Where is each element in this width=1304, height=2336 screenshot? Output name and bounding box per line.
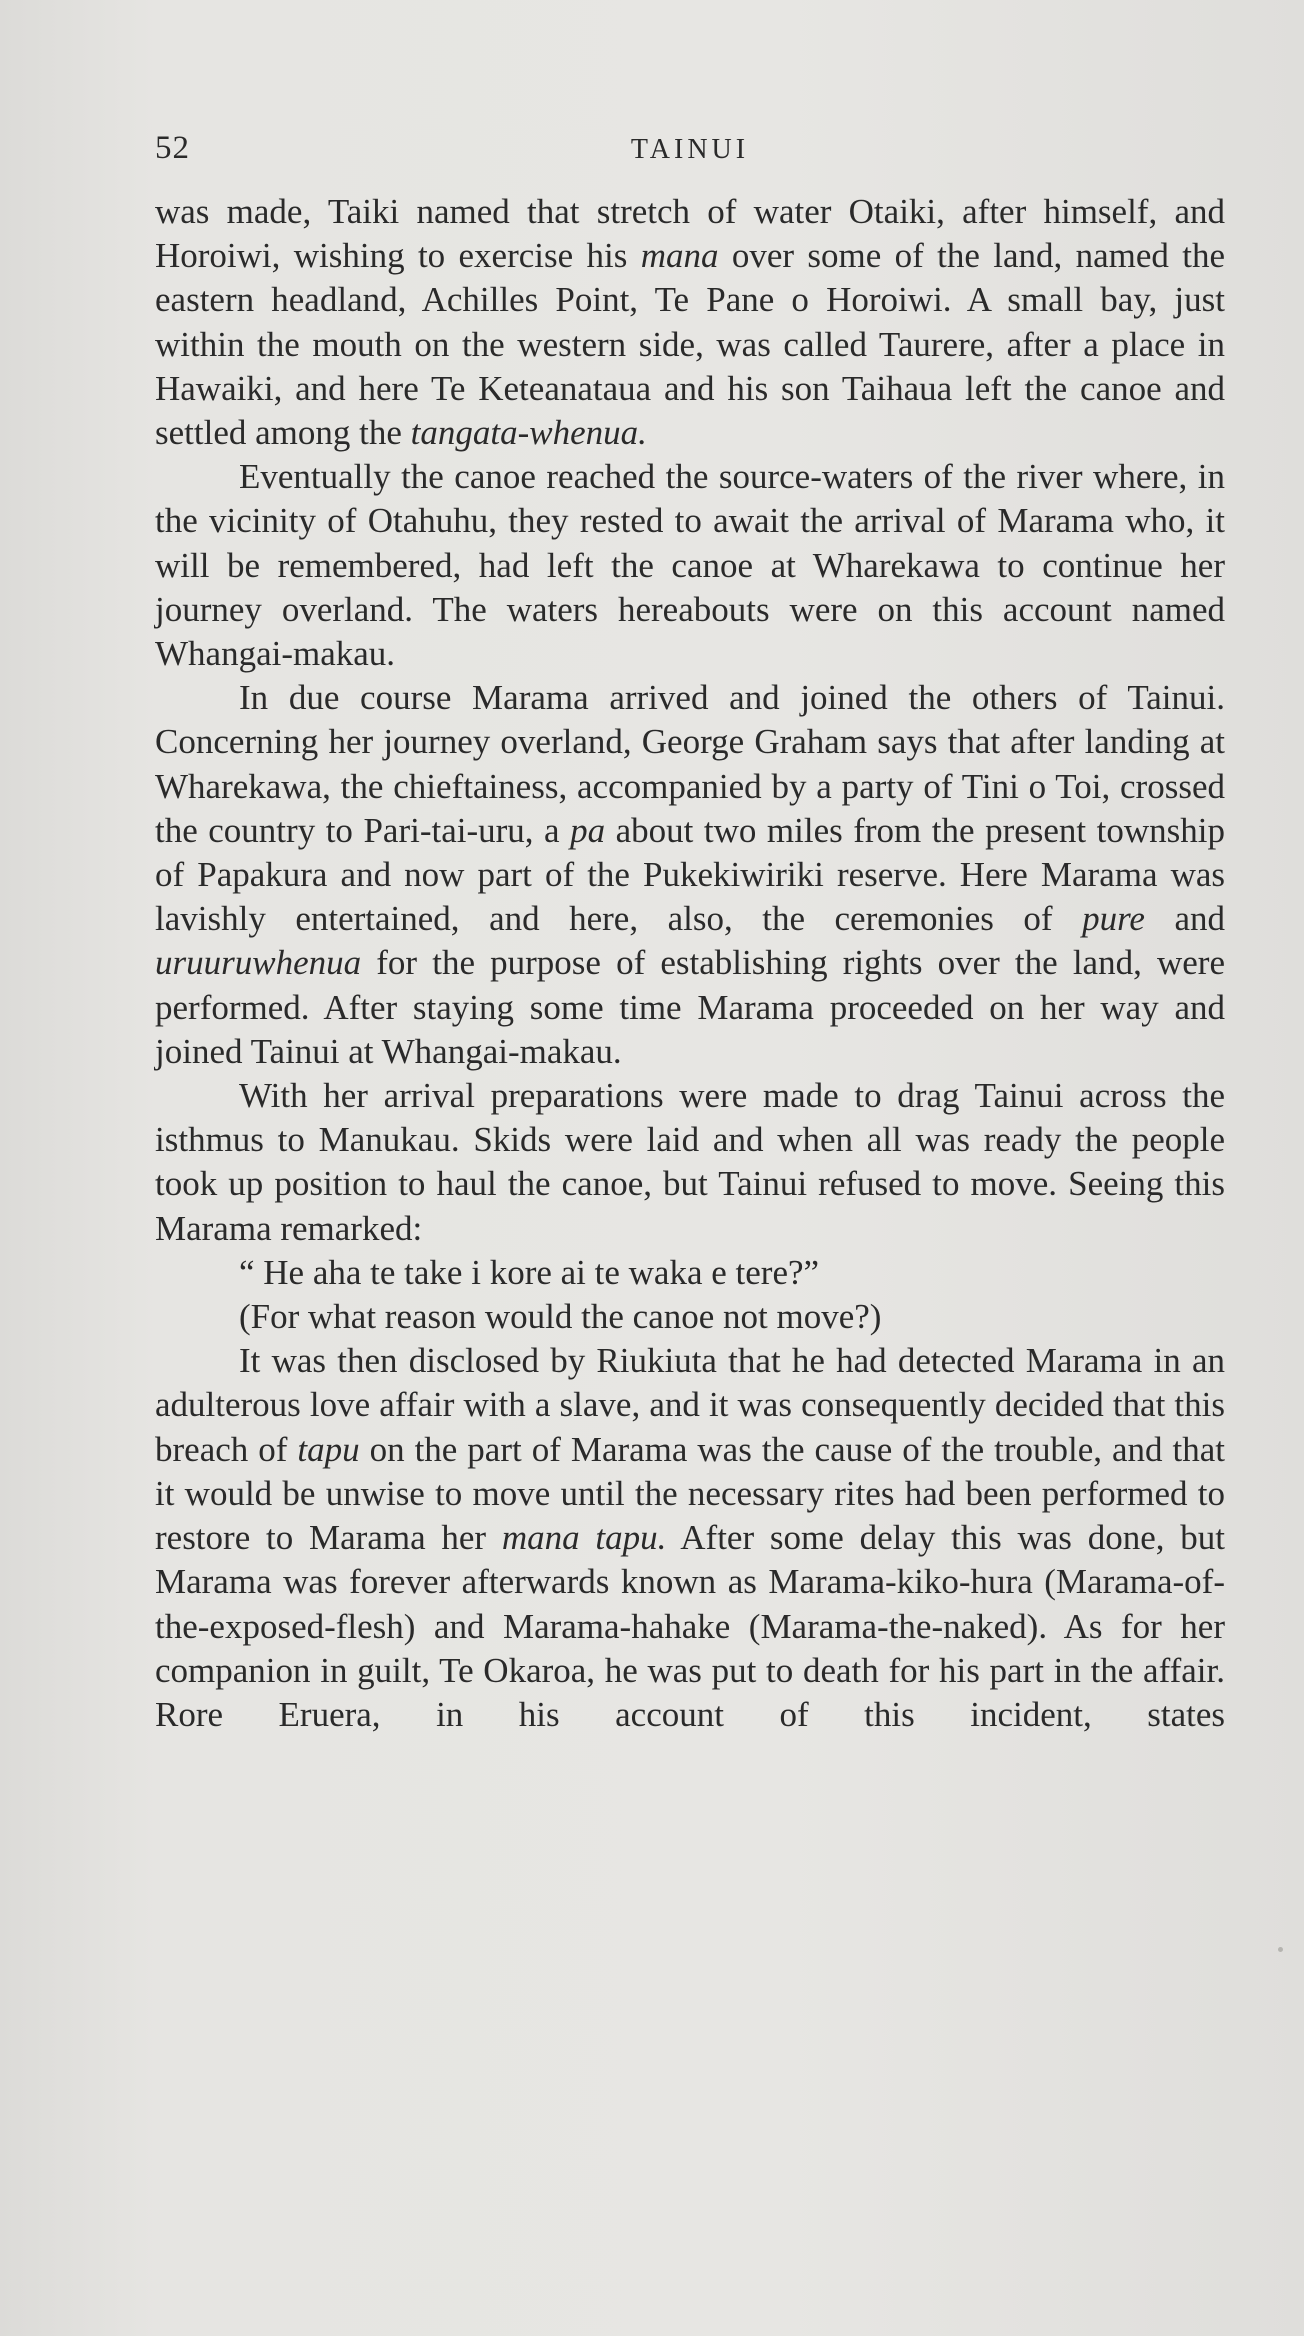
italic-run: uruuruwhenua [155, 943, 362, 983]
italic-run: mana tapu. [501, 1518, 667, 1558]
body-text [155, 190, 1225, 1737]
paragraph-1 [155, 190, 1225, 455]
text-run: was made, Taiki named that stretch of water Otaiki, after himself, and Horoiwi, wishing to exercise his [155, 192, 1225, 276]
text-run: It was then disclosed by Riukiuta that he had detected Marama in an adulterous love affair with a slave, and it was consequently decided that this breach of [155, 1341, 1225, 1469]
text-run: “ He aha te take i kore ai te waka e tere?” [239, 1252, 820, 1292]
paragraph-2 [155, 455, 1225, 676]
paragraph-4 [155, 1074, 1225, 1251]
text-run: on the part of Marama was the cause of the trouble, and that it would be unwise to move until the necessary rites had been performed to restore to Marama her [155, 1429, 1225, 1558]
quotation-translation [155, 1295, 1225, 1339]
italic-run: tangata-whenua. [410, 413, 647, 453]
text-run: and [1144, 899, 1225, 939]
page-number: 52 [155, 130, 190, 166]
paragraph-3 [155, 676, 1225, 1074]
text-run: With her arrival preparations were made to drag Tainui across the isthmus to Manukau. Skids were laid and when all was ready the people took up position to haul the canoe, but Tainui refused to move. Seeing this Marama remarked: [155, 1076, 1225, 1248]
text-run: (For what reason would the canoe not move?) [239, 1297, 882, 1337]
italic-run: mana [640, 236, 719, 276]
running-head [155, 130, 1225, 190]
running-title: TAINUI [630, 134, 750, 165]
italic-run: pa [570, 810, 606, 850]
text-run: Eventually the canoe reached the source-waters of the river where, in the vicinity of Otahuhu, they rested to await the arrival of Marama who, it will be remembered, had left the canoe at Wharekawa to continue her journey overland. The waters hereabouts were on this account named Whangai-makau. [155, 457, 1225, 674]
italic-run: tapu [297, 1429, 360, 1469]
quotation-maori [155, 1251, 1225, 1295]
text-run: In due course Marama arrived and joined the others of Tainui. Concerning her journey overland, George Graham says that after landing at Wharekawa, the chieftainess, accompanied by a party of Tini o Toi, crossed the country to Pari-tai-uru, a [155, 678, 1225, 850]
text-run: about two miles from the present township of Papakura and now part of the Pukekiwiriki reserve. Here Marama was lavishly entertained, and here, also, the ceremonies of [155, 810, 1225, 939]
paragraph-5 [155, 1339, 1225, 1737]
paper-speck [1278, 1947, 1283, 1952]
italic-run: pure [1082, 899, 1145, 939]
text-run: for the purpose of establishing rights over the land, were performed. After staying some time Marama proceeded on her way and joined Tainui at Whangai-makau. [155, 943, 1225, 1071]
text-run: After some delay this was done, but Marama was forever afterwards known as Marama-kiko-hura (Marama-of-the-exposed-flesh) and Marama-hahake (Marama-the-naked). As for her companion in guilt, Te Okaroa, he was put to death for his part in the affair. Rore Eruera, in his account of this incident, states [155, 1518, 1225, 1734]
book-page [155, 130, 1225, 1737]
text-run: over some of the land, named the eastern headland, Achilles Point, Te Pane o Horoiwi. A small bay, just within the mouth on the western side, was called Taurere, after a place in Hawaiki, and here Te Keteanataua and his son Taihaua left the canoe and settled among the [155, 236, 1225, 453]
